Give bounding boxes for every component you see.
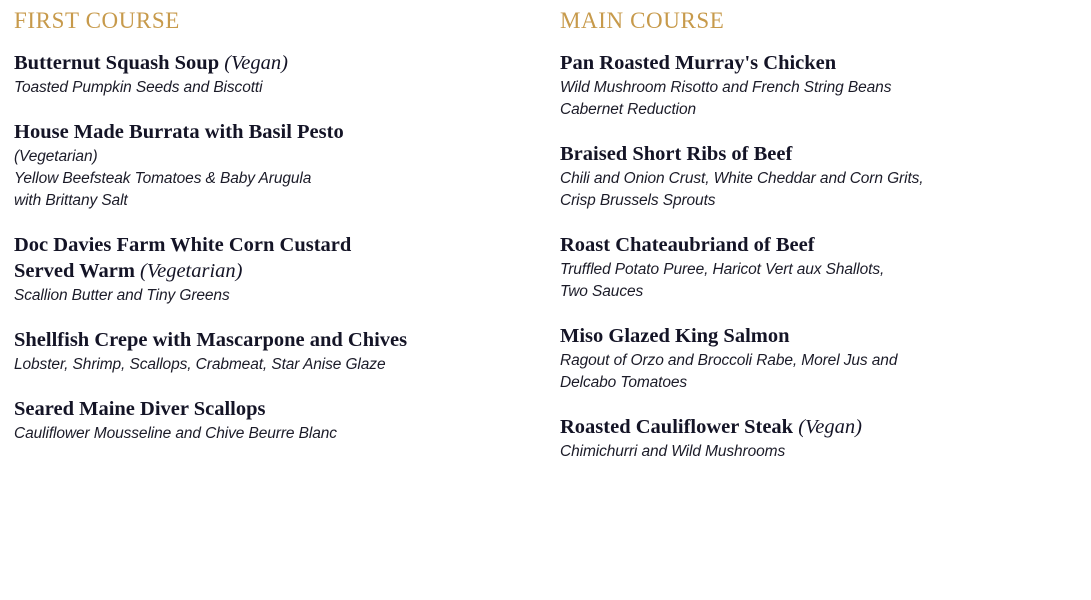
dish-description-line: Lobster, Shrimp, Scallops, Crabmeat, Star Anise Glaze: [14, 356, 386, 374]
dish-name: [14, 233, 550, 258]
dish-name: [560, 324, 1081, 349]
dish-name-text: Doc Davies Farm White Corn Custard: [14, 234, 352, 257]
dish-description-line: with Brittany Salt: [14, 192, 128, 210]
menu-item: [14, 120, 550, 212]
menu-column-first-course: [0, 8, 560, 484]
dish-name: [14, 120, 550, 145]
dish-description: [560, 441, 1081, 463]
dish-name-text: Roast Chateaubriand of Beef: [560, 234, 815, 257]
dish-name-text: Miso Glazed King Salmon: [560, 325, 790, 348]
dish-description-line: Yellow Beefsteak Tomatoes & Baby Arugula: [14, 170, 312, 188]
dish-description-line: Scallion Butter and Tiny Greens: [14, 287, 230, 305]
course-title-main: MAIN COURSE: [560, 8, 725, 33]
menu-item: [560, 415, 1081, 463]
dish-name: [14, 51, 550, 76]
dish-name: [14, 328, 550, 353]
dish-description: [14, 354, 550, 376]
dish-name-text: Shellfish Crepe with Mascarpone and Chives: [14, 329, 408, 352]
dish-name: [560, 415, 1081, 440]
menu-item: [560, 51, 1081, 121]
dish-diet-tag: (Vegan): [798, 416, 862, 439]
dish-description: [14, 285, 550, 307]
dish-description: [14, 77, 550, 99]
menu-item: [14, 51, 550, 99]
dish-name-text: Braised Short Ribs of Beef: [560, 143, 793, 166]
dish-name: [560, 142, 1081, 167]
dish-description: [560, 77, 1081, 121]
dish-name-text: Seared Maine Diver Scallops: [14, 398, 266, 421]
dish-name-text: Pan Roasted Murray's Chicken: [560, 52, 837, 75]
dish-diet-tag: (Vegan): [224, 52, 288, 75]
menu-column-main-course: [560, 8, 1091, 484]
menu-item: [560, 233, 1081, 303]
dish-description: [14, 146, 550, 212]
dish-name-text: Butternut Squash Soup: [14, 52, 225, 75]
dish-description-line: Cabernet Reduction: [560, 101, 697, 119]
menu-item: [560, 142, 1081, 212]
dish-description: [560, 350, 1081, 394]
dish-description-line: Cauliflower Mousseline and Chive Beurre Blanc: [14, 425, 337, 443]
dish-description: [560, 259, 1081, 303]
dish-description-line: Chili and Onion Crust, White Cheddar and Corn Grits,: [560, 170, 924, 188]
dish-name-text: House Made Burrata with Basil Pesto: [14, 121, 344, 144]
dish-description: [14, 423, 550, 445]
menu-item: [14, 397, 550, 445]
dish-diet-tag: (Vegetarian): [140, 260, 243, 283]
dish-name-text: Roasted Cauliflower Steak: [560, 416, 799, 439]
dish-description-line: Two Sauces: [560, 283, 644, 301]
menu-item: [14, 328, 550, 376]
dish-name-text: Served Warm: [14, 260, 141, 283]
dish-description-line: Toasted Pumpkin Seeds and Biscotti: [14, 79, 263, 97]
dish-name: [560, 233, 1081, 258]
dish-description-line: Wild Mushroom Risotto and French String Beans: [560, 79, 892, 97]
dish-name: [560, 51, 1081, 76]
dish-name: [14, 397, 550, 422]
dish-description: [560, 168, 1081, 212]
menu-item: [560, 324, 1081, 394]
dish-description-line: Truffled Potato Puree, Haricot Vert aux Shallots,: [560, 261, 885, 279]
dish-name-second-line: [14, 259, 550, 284]
menu-item: [14, 233, 550, 307]
dish-description-line: Ragout of Orzo and Broccoli Rabe, Morel Jus and: [560, 352, 898, 370]
course-title-first: FIRST COURSE: [14, 8, 180, 33]
dish-description-line: (Vegetarian): [14, 148, 98, 166]
dish-description-line: Delcabo Tomatoes: [560, 374, 688, 392]
dish-description-line: Chimichurri and Wild Mushrooms: [560, 443, 786, 461]
dish-description-line: Crisp Brussels Sprouts: [560, 192, 716, 210]
